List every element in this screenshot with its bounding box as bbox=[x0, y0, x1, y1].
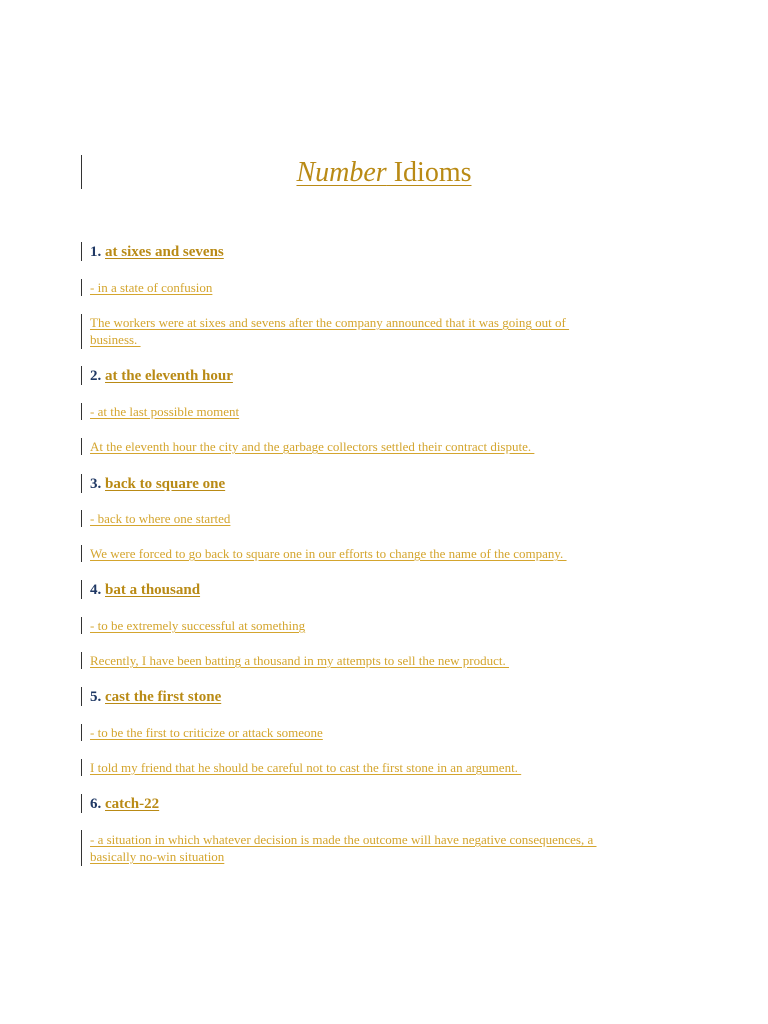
change-bar bbox=[81, 474, 82, 493]
change-bar bbox=[81, 652, 82, 669]
idiom-term-link[interactable]: at the eleventh hour bbox=[105, 368, 233, 384]
change-bar bbox=[81, 545, 82, 562]
change-bar bbox=[81, 794, 82, 813]
change-bar bbox=[81, 242, 82, 261]
idiom-definition-link[interactable]: - to be extremely successful at something bbox=[90, 618, 306, 633]
change-bar bbox=[81, 366, 82, 385]
idiom-heading bbox=[90, 687, 221, 707]
idiom-heading bbox=[90, 366, 233, 386]
idiom-example-link[interactable]: The workers were at sixes and sevens after the company announced that it was going out of bbox=[90, 315, 570, 330]
change-bar bbox=[81, 279, 82, 296]
idiom-number: 1. bbox=[90, 244, 102, 260]
change-bar bbox=[81, 580, 82, 599]
idiom-term-link[interactable]: bat a thousand bbox=[105, 582, 201, 598]
idiom-heading bbox=[90, 580, 200, 600]
idiom-example-link[interactable]: business. bbox=[90, 332, 141, 347]
idiom-example-link[interactable]: At the eleventh hour the city and the garbage collectors settled their contract dispute. bbox=[90, 439, 535, 454]
idiom-number: 5. bbox=[90, 689, 102, 705]
title-italic-word: Number bbox=[296, 157, 387, 188]
idiom-number: 3. bbox=[90, 476, 102, 492]
idiom-definition-link[interactable]: - in a state of confusion bbox=[90, 280, 213, 295]
change-bar bbox=[81, 617, 82, 634]
change-bar bbox=[81, 759, 82, 776]
idiom-number: 6. bbox=[90, 796, 102, 812]
change-bar bbox=[81, 314, 82, 349]
idiom-definition-link[interactable]: - back to where one started bbox=[90, 511, 231, 526]
idiom-heading bbox=[90, 242, 224, 262]
idiom-term-link[interactable]: at sixes and sevens bbox=[105, 244, 224, 260]
change-bar bbox=[81, 438, 82, 455]
idiom-heading bbox=[90, 794, 159, 814]
change-bar bbox=[81, 403, 82, 420]
idiom-example-link[interactable]: We were forced to go back to square one in our efforts to change the name of the company. bbox=[90, 546, 567, 561]
idiom-term-link[interactable]: back to square one bbox=[105, 476, 226, 492]
idiom-definition-link[interactable]: - a situation in which whatever decision is made the outcome will have negative consequences, a bbox=[90, 832, 597, 847]
idiom-heading bbox=[90, 474, 225, 494]
idiom-definition-link[interactable]: - at the last possible moment bbox=[90, 404, 240, 419]
idiom-term-link[interactable]: catch-22 bbox=[105, 796, 160, 812]
idiom-definition-link[interactable]: basically no-win situation bbox=[90, 849, 225, 864]
title-rest: Idioms bbox=[386, 157, 472, 188]
idiom-number: 4. bbox=[90, 582, 102, 598]
idiom-example-link[interactable]: I told my friend that he should be careful not to cast the first stone in an argument. bbox=[90, 760, 522, 775]
page-title bbox=[0, 155, 768, 191]
idiom-term-link[interactable]: cast the first stone bbox=[105, 689, 222, 705]
change-bar bbox=[81, 724, 82, 741]
idiom-example-link[interactable]: Recently, I have been batting a thousand in my attempts to sell the new product. bbox=[90, 653, 510, 668]
change-bar bbox=[81, 510, 82, 527]
idiom-definition-link[interactable]: - to be the first to criticize or attack someone bbox=[90, 725, 323, 740]
change-bar bbox=[81, 830, 82, 866]
idiom-number: 2. bbox=[90, 368, 102, 384]
change-bar bbox=[81, 687, 82, 706]
